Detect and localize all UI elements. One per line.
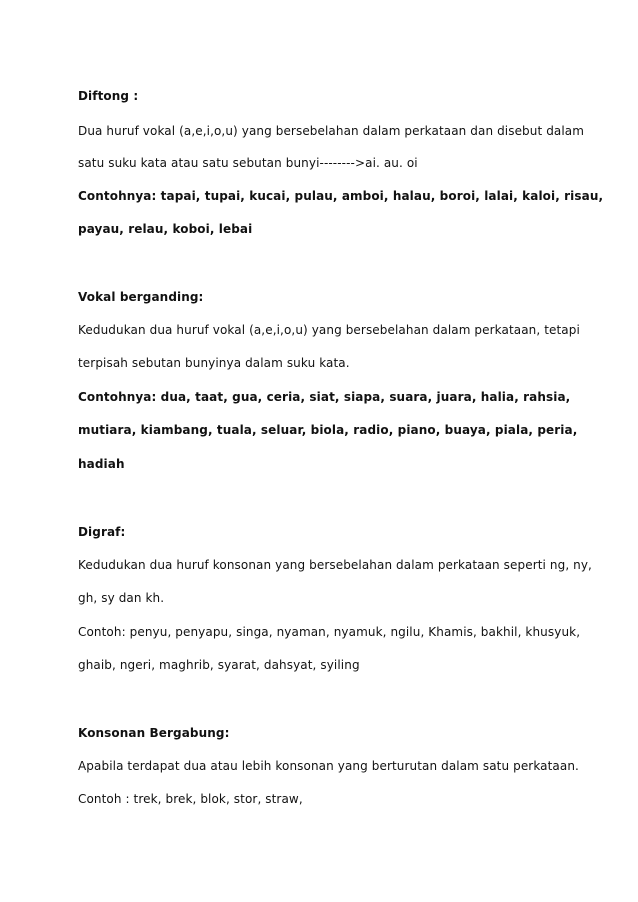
diftong-definition-line-2: satu suku kata atau satu sebutan bunyi-------->ai. au. oi [78, 156, 418, 170]
vokal-example-line-3: hadiah [78, 457, 125, 471]
vokal-definition-line-2: terpisah sebutan bunyinya dalam suku kata. [78, 356, 350, 370]
vokal-example-line-1: Contohnya: dua, taat, gua, ceria, siat, siapa, suara, juara, halia, rahsia, [78, 390, 571, 404]
konsonan-example-line-1: Contoh : trek, brek, blok, stor, straw, [78, 792, 303, 806]
diftong-definition-line-1: Dua huruf vokal (a,e,i,o,u) yang bersebelahan dalam perkataan dan disebut dalam [78, 124, 585, 138]
konsonan-definition-line-1: Apabila terdapat dua atau lebih konsonan yang berturutan dalam satu perkataan. [78, 759, 579, 773]
diftong-example-line-1: Contohnya: tapai, tupai, kucai, pulau, amboi, halau, boroi, lalai, kaloi, risau, [78, 189, 604, 203]
konsonan-heading: Konsonan Bergabung: [78, 726, 230, 740]
digraf-example-line-2: ghaib, ngeri, maghrib, syarat, dahsyat, syiling [78, 658, 360, 672]
vokal-definition-line-1: Kedudukan dua huruf vokal (a,e,i,o,u) yang bersebelahan dalam perkataan, tetapi [78, 323, 580, 337]
diftong-example-line-2: payau, relau, koboi, lebai [78, 222, 253, 236]
digraf-definition-line-2: gh, sy dan kh. [78, 591, 165, 605]
diftong-heading: Diftong : [78, 89, 139, 103]
vokal-heading: Vokal berganding: [78, 290, 204, 304]
digraf-example-line-1: Contoh: penyu, penyapu, singa, nyaman, nyamuk, ngilu, Khamis, bakhil, khusyuk, [78, 625, 581, 639]
digraf-definition-line-1: Kedudukan dua huruf konsonan yang bersebelahan dalam perkataan seperti ng, ny, [78, 558, 592, 572]
vokal-example-line-2: mutiara, kiambang, tuala, seluar, biola, radio, piano, buaya, piala, peria, [78, 423, 578, 437]
digraf-heading: Digraf: [78, 525, 126, 539]
